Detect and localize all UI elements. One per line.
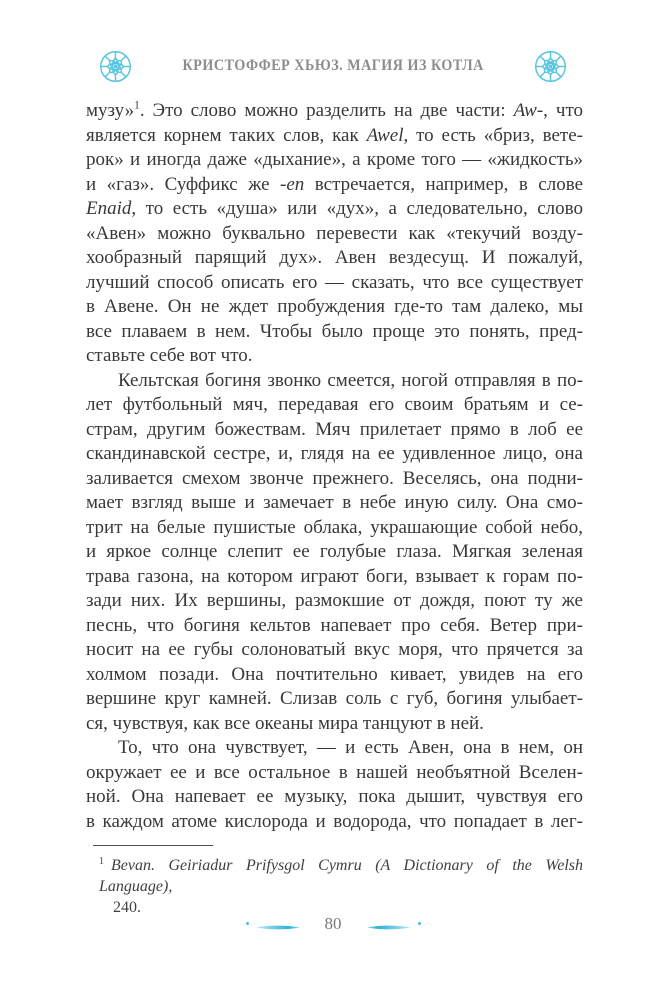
footnote-page-ref: 240. [113,899,141,916]
text-line: ставьте себе вот что. [86,345,253,366]
tapered-flourish-icon [255,919,301,928]
text-line: рок» и иногда даже «дыхание», а кроме того — «жидкость» [86,149,583,170]
text-line: лет футбольный мяч, передавая его своим братьям и се- [86,394,583,415]
page-header [0,46,666,86]
text-line: в Авене. Он не ждет пробуждения где-то там далеко, мы [86,296,583,317]
celtic-rosette-icon [533,49,568,84]
text-line: страм, другим божествам. Мяч прилетает прямо в лоб ее [86,418,583,440]
page-number: 80 [324,914,342,933]
footnote-line [86,855,583,897]
text-line: ной. Она напевает ее музыку, пока дышит, чувствуя его [86,786,583,807]
text-line: мает взгляд выше и замечает в небе иную силу. Она смо- [86,492,583,513]
footnote-source: Bevan. Geiriadur Prifysgol Cymru (A Dictionary of the Welsh Language), [99,857,583,895]
text-line: и «газ». Суффикс же -en встречается, например, в слове [86,173,583,195]
tapered-flourish-icon [366,919,412,928]
text-line: То, что она чувствует, — и есть Авен, она в нем, он [118,737,583,758]
text-line: является корнем таких слов, как Awel, то есть «бриз, вете- [86,124,583,146]
text-line: заливается смехом звонче прежнего. Веселясь, она подни- [86,467,583,489]
flourish-dot-icon [418,922,421,925]
flourish-dot-icon [246,922,249,925]
text-line: трит на белые пушистые облака, украшающие собой небо, [86,516,583,538]
text-line: холмом позади. Она почтительно кивает, увидев на его [86,663,583,685]
footnote-separator [93,845,213,846]
text-line: зади них. Их вершины, размокшие от дождя, поют ту же [86,590,583,611]
paragraph [86,736,583,834]
text-line: Кельтская богиня звонко смеется, ногой отправляя в по- [118,369,583,391]
text-line: скандинавской сестре, и, глядя на ее удивленное лицо, она [86,443,583,464]
text-line: лучший способ описать его — сказать, что все существует [86,271,583,293]
paragraph [86,369,583,737]
text-line: песнь, что богиня кельтов напевает про себя. Ветер при- [86,614,583,636]
text-line: Enaid, то есть «душа» или «дух», а следовательно, слово [86,198,583,219]
text-line: «Авен» можно буквально перевести как «текучий возду- [86,222,583,244]
running-title: КРИСТОФФЕР ХЬЮЗ. МАГИЯ ИЗ КОТЛА [182,57,484,74]
footnote [86,845,583,918]
page-footer [0,915,666,932]
celtic-rosette-icon [98,49,133,84]
paragraph [86,99,583,369]
text-line: хообразный парящий дух». Авен вездесущ. И пожалуй, [86,247,583,268]
text-line: музу»$^1$. Это слово можно разделить на две части: Aw-, что [86,99,584,121]
text-line: и яркое солнце слепит ее голубые глаза. Мягкая зеленая [86,541,583,562]
text-line: в каждом атоме кислорода и водорода, что попадает в лег- [86,810,583,832]
text-line: окружает ее и все остальное в нашей необъятной Вселен- [86,761,583,783]
text-line: трава газона, на котором играют боги, взывает к горам по- [86,565,583,587]
text-line: носит на ее губы солоноватый вкус моря, что прячется за [86,639,583,660]
body-text [86,99,583,834]
text-line: ся, чувствуя, как все океаны мира танцуют в ней. [86,712,484,734]
footnote-marker: 1 [99,855,104,867]
text-line: вершине круг камней. Слизав соль с губ, богиня улыбает- [86,688,583,709]
text-line: все плаваем в нем. Чтобы было проще это понять, пред- [86,320,583,342]
